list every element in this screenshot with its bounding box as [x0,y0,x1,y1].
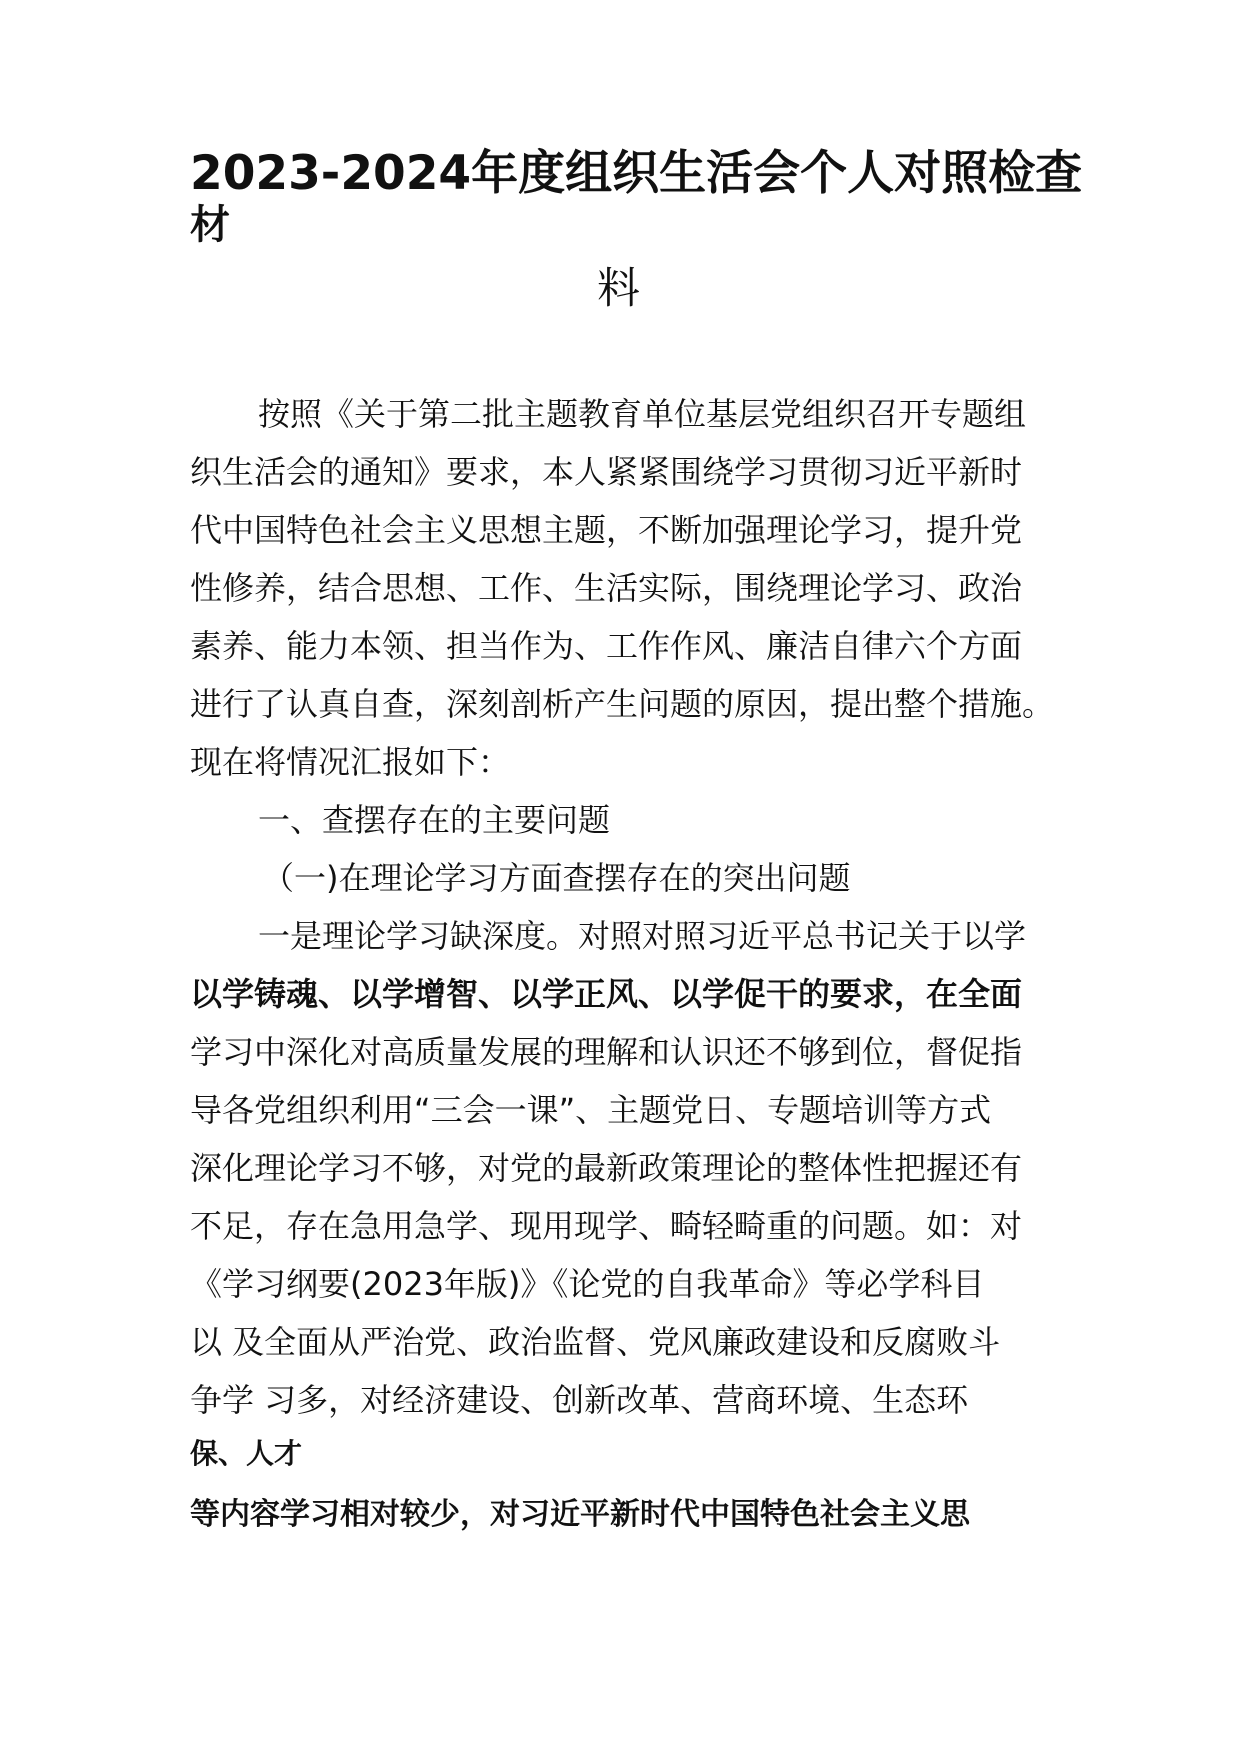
document-title-continuation-2: 料 [597,264,640,314]
paragraph-line: 深化理论学习不够，对党的最新政策理论的整体性把握还有 [190,1149,1023,1187]
subsection-heading: （一)在理论学习方面查摆存在的突出问题 [262,859,851,897]
document-title-continuation: 材 [190,202,230,248]
paragraph-line: 进行了认真自查，深刻剖析产生问题的原因，提出整个措施。 [190,685,1055,723]
paragraph-line: 不足，存在急用急学、现用现学、畸轻畸重的问题。如：对 [190,1207,1023,1245]
paragraph-line: 《学习纲要(2023年版)》《论党的自我革命》等必学科目 [190,1265,985,1303]
paragraph-line: 学习中深化对高质量发展的理解和认识还不够到位，督促指 [190,1033,1023,1071]
paragraph-line: 等内容学习相对较少，对习近平新时代中国特色社会主义思 [190,1497,970,1532]
paragraph-line: 性修养，结合思想、工作、生活实际，围绕理论学习、政治 [190,569,1023,607]
paragraph-line: 以学铸魂、以学增智、以学正风、以学促干的要求，在全面 [190,975,1023,1013]
paragraph-line: 代中国特色社会主义思想主题，不断加强理论学习，提升党 [190,511,1023,549]
section-heading: 一、查摆存在的主要问题 [258,801,611,839]
paragraph-line: 争学 习多，对经济建设、创新改革、营商环境、生态环 [190,1381,969,1419]
paragraph-line: 一是理论学习缺深度。对照对照习近平总书记关于以学 [258,917,1027,955]
document-title: 2023-2024年度组织生活会个人对照检查 [190,146,1083,201]
paragraph-line: 以 及全面从严治党、政治监督、党风廉政建设和反腐败斗 [190,1323,1001,1361]
paragraph-line: 织生活会的通知》要求，本人紧紧围绕学习贯彻习近平新时 [190,453,1023,491]
paragraph-line: 按照《关于第二批主题教育单位基层党组织召开专题组 [258,395,1027,433]
paragraph-line: 现在将情况汇报如下： [190,743,511,781]
paragraph-line: 导各党组织利用“三会一课”、主题党日、专题培训等方式 [190,1091,992,1129]
paragraph-line: 素养、能力本领、担当作为、工作作风、廉洁自律六个方面 [190,627,1023,665]
paragraph-line: 保、人才 [190,1437,303,1470]
